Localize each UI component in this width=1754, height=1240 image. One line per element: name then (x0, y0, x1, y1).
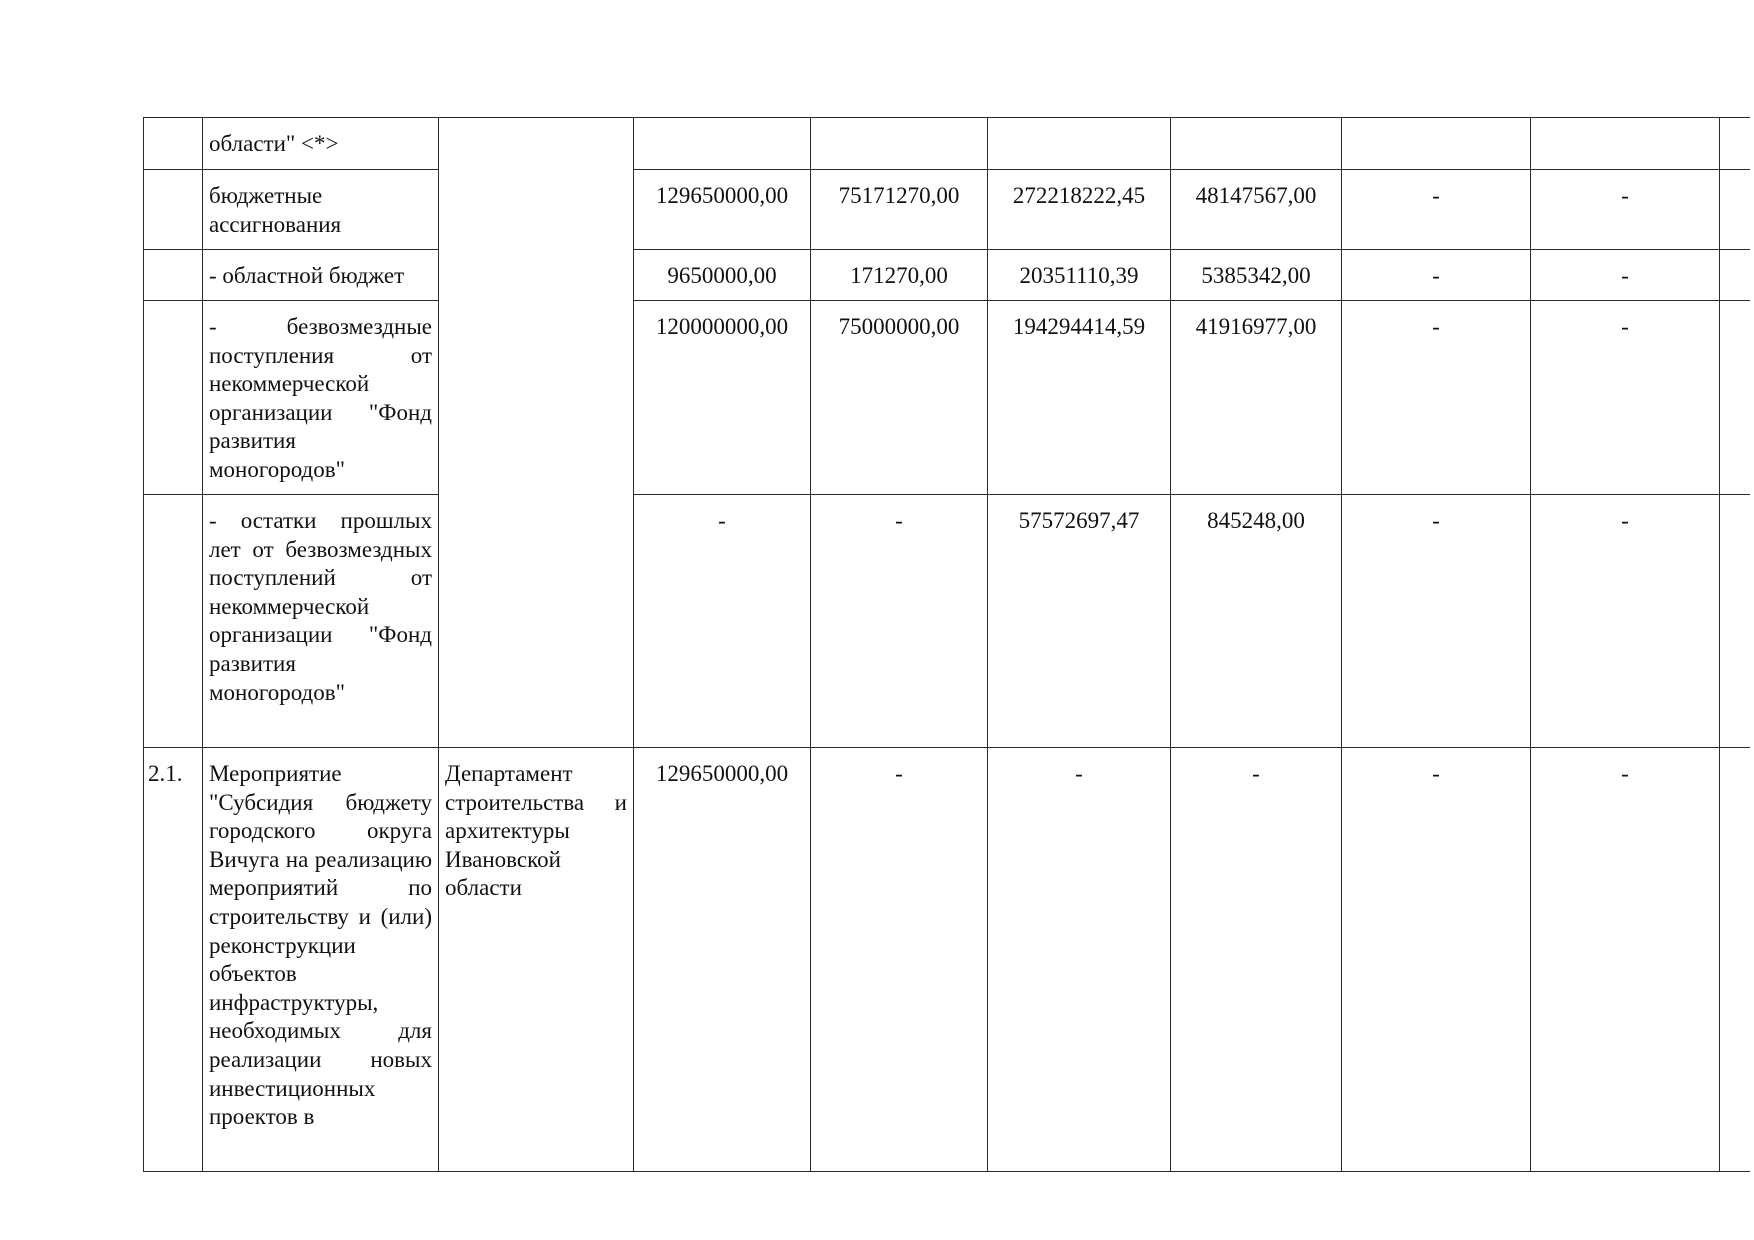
value-cell: 20351110,39 (988, 250, 1171, 301)
value-cell: - (1342, 250, 1531, 301)
value-cell: 845248,00 (1171, 495, 1342, 748)
executor-cell: Департамент строительства и архитектуры Ивановской области (439, 748, 634, 1172)
row-index (144, 170, 203, 250)
value-cell: - (634, 495, 811, 748)
value-cell: - (811, 748, 988, 1172)
value-cell: 57572697,47 (988, 495, 1171, 748)
value-cell: 171270,00 (811, 250, 988, 301)
value-cell: - (1531, 250, 1720, 301)
value-cell: 48147567,00 (1171, 170, 1342, 250)
table-row (144, 748, 1750, 1172)
table-row (144, 170, 1750, 250)
value-cell (1171, 118, 1342, 170)
row-description: - остатки прошлых лет от безвозмездных поступлений от некоммерческой организации "Фонд развития моногородов" (203, 495, 439, 748)
row-description: Мероприятие "Субсидия бюджету городского округа Вичуга на реализацию мероприятий по строительству и (или) реконструкции объектов инфраструктуры, необходимых для реализации новых инвестиционных проектов в (203, 748, 439, 1172)
value-cell: - (811, 495, 988, 748)
value-cell: - (1342, 170, 1531, 250)
value-cell: 75000000,00 (811, 301, 988, 495)
value-cell: 129650000,00 (634, 748, 811, 1172)
cut-column (1720, 250, 1750, 301)
value-cell (988, 118, 1171, 170)
value-cell: 272218222,45 (988, 170, 1171, 250)
row-index: 2.1. (144, 748, 203, 1172)
value-cell (811, 118, 988, 170)
value-cell: - (1342, 495, 1531, 748)
value-cell: - (988, 748, 1171, 1172)
value-cell: - (1531, 748, 1720, 1172)
value-cell (634, 118, 811, 170)
value-cell: 9650000,00 (634, 250, 811, 301)
value-cell: 129650000,00 (634, 170, 811, 250)
value-cell (1342, 118, 1531, 170)
row-index (144, 118, 203, 170)
value-cell: 41916977,00 (1171, 301, 1342, 495)
value-cell: 194294414,59 (988, 301, 1171, 495)
row-index (144, 495, 203, 748)
value-cell: - (1342, 301, 1531, 495)
value-cell: - (1171, 748, 1342, 1172)
cut-column (1720, 118, 1750, 170)
table-row (144, 301, 1750, 495)
budget-table (143, 117, 1750, 1172)
value-cell: - (1531, 170, 1720, 250)
value-cell: 75171270,00 (811, 170, 988, 250)
table-row (144, 118, 1750, 170)
value-cell: - (1531, 301, 1720, 495)
value-cell: - (1342, 748, 1531, 1172)
row-index (144, 301, 203, 495)
value-cell: - (1531, 495, 1720, 748)
value-cell (1531, 118, 1720, 170)
table-row (144, 495, 1750, 748)
row-description-text: области" <*> (209, 131, 339, 156)
row-description: - безвозмездные поступления от некоммерческой организации "Фонд развития моногородов" (203, 301, 439, 495)
cut-column (1720, 748, 1750, 1172)
table-row (144, 250, 1750, 301)
cut-column (1720, 495, 1750, 748)
row-description (203, 118, 439, 170)
row-description: бюджетные ассигнования (203, 170, 439, 250)
cut-column (1720, 170, 1750, 250)
row-index (144, 250, 203, 301)
row-description: - областной бюджет (203, 250, 439, 301)
value-cell: 120000000,00 (634, 301, 811, 495)
value-cell: 5385342,00 (1171, 250, 1342, 301)
executor-cell-empty (439, 118, 634, 748)
cut-column (1720, 301, 1750, 495)
